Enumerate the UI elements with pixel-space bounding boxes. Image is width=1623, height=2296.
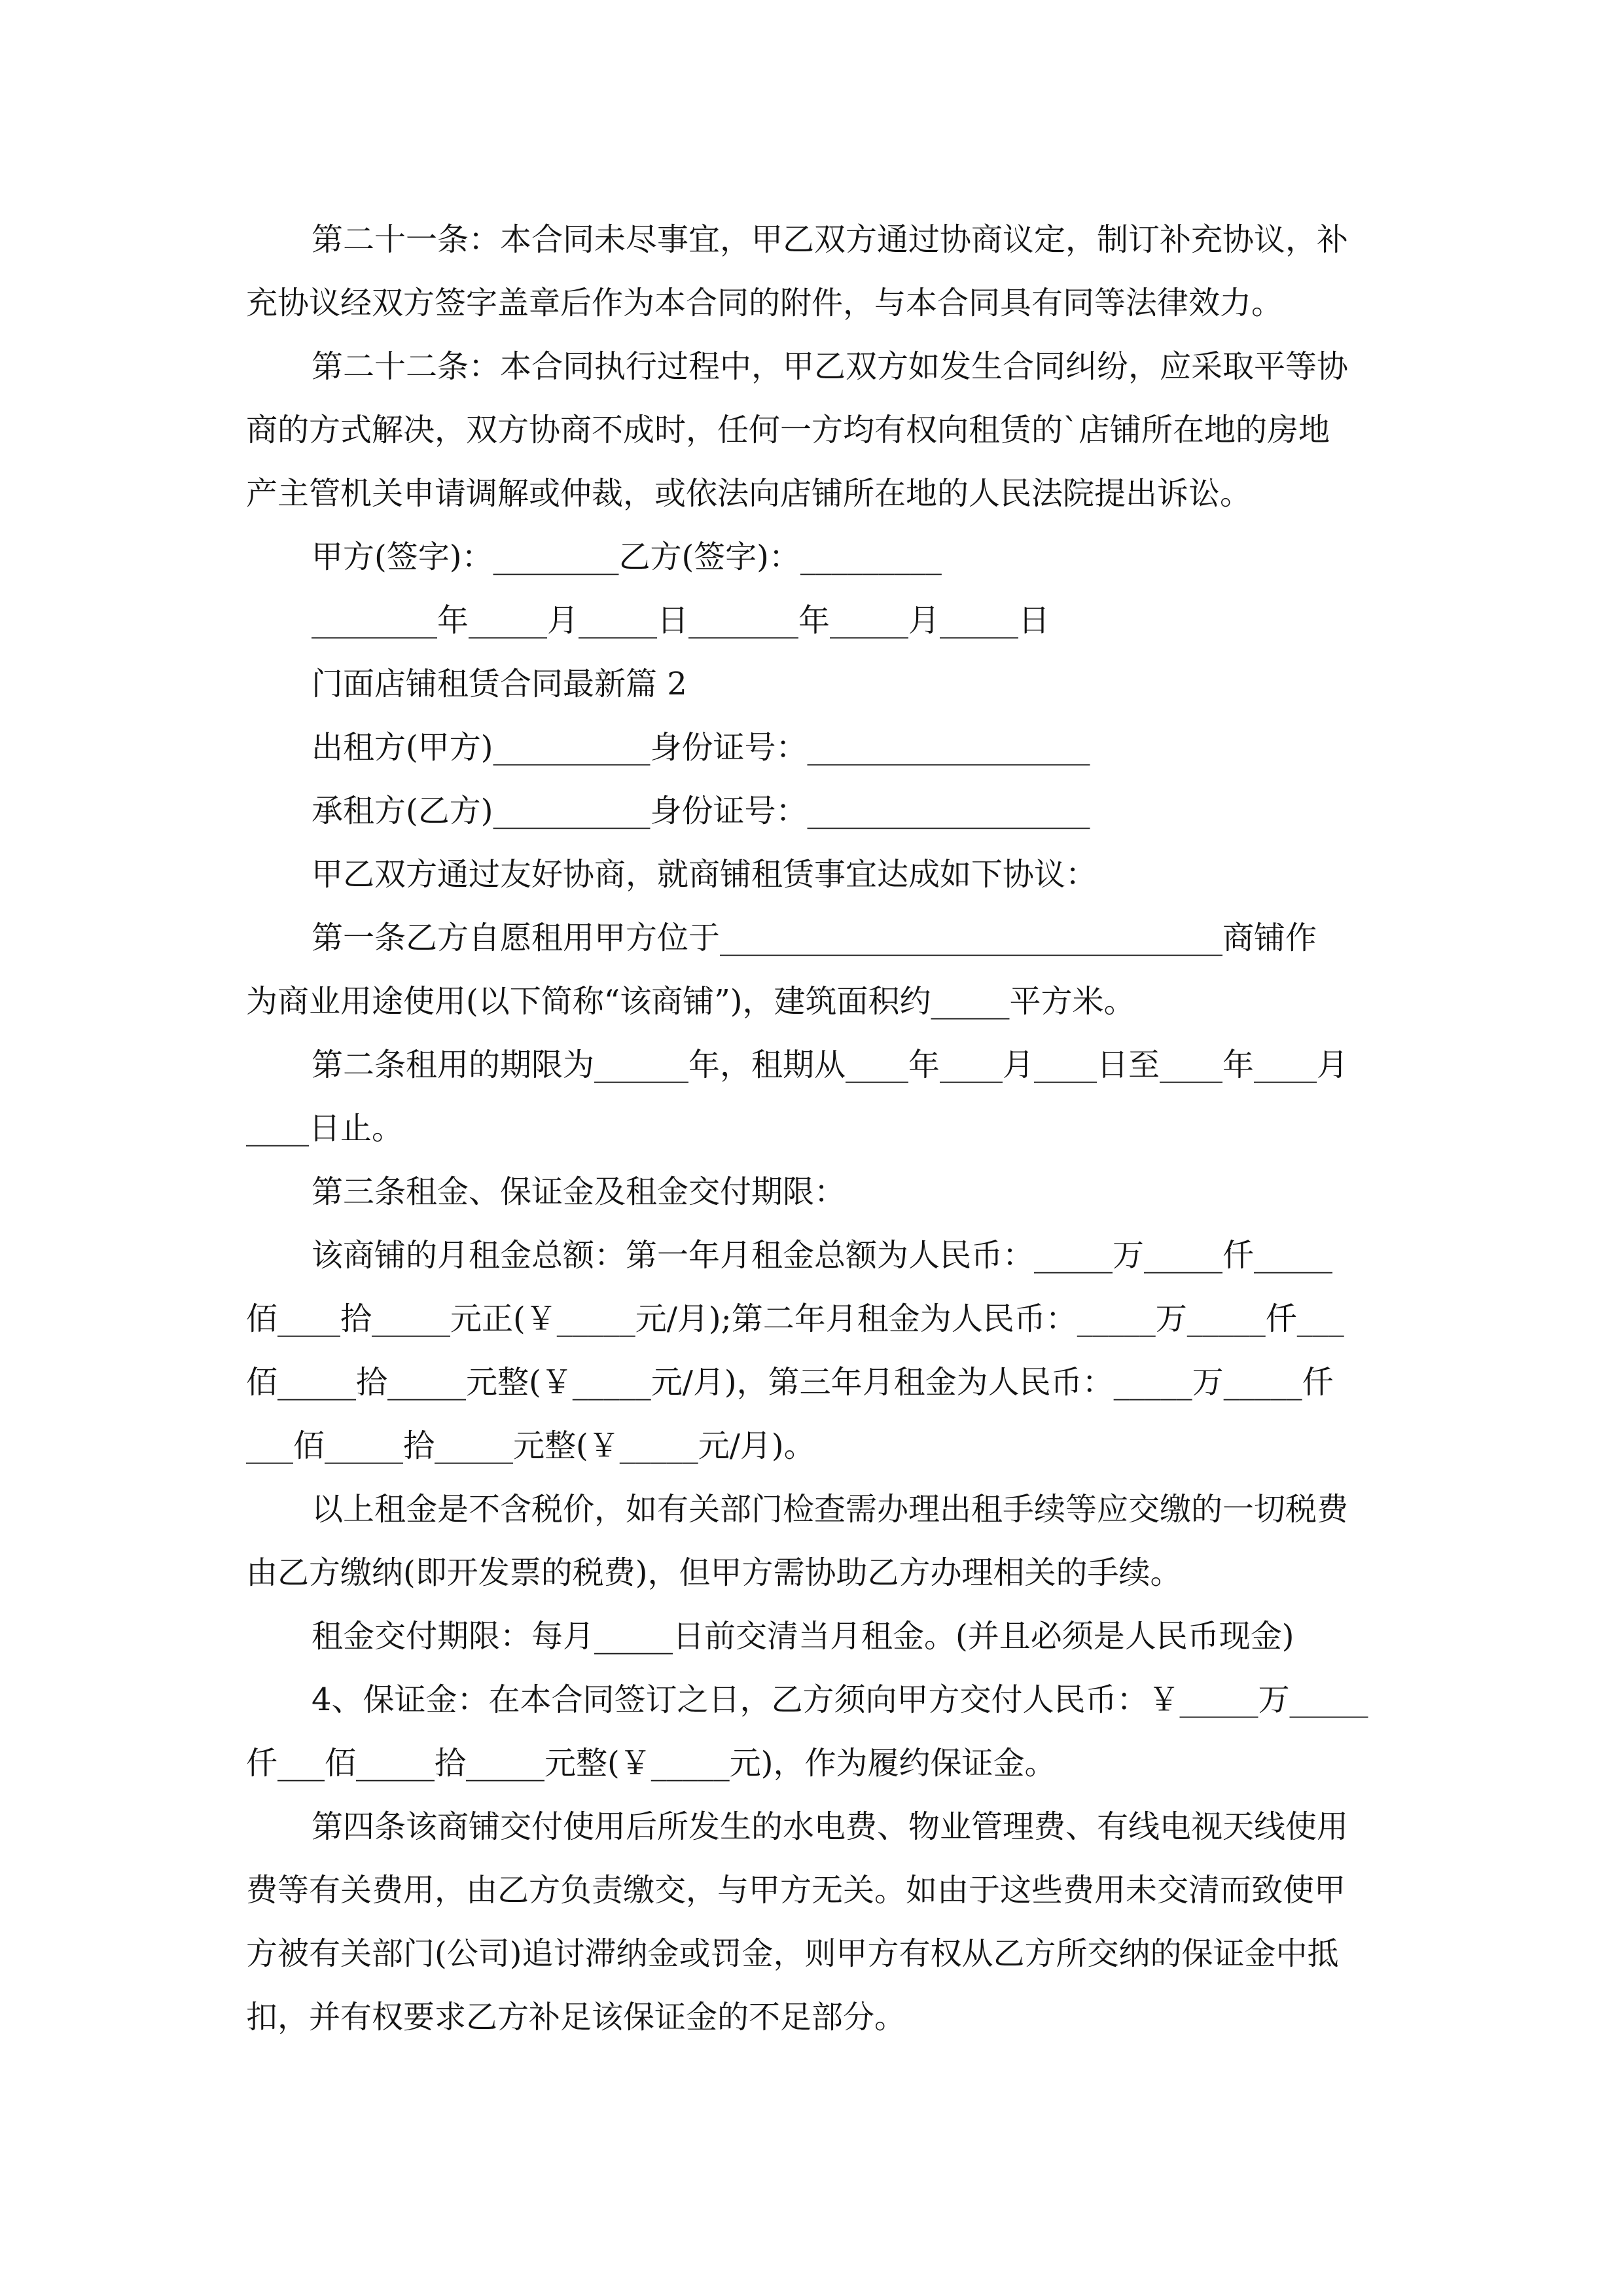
text-line: 租金交付期限：每月_____日前交清当月租金。(并且必须是人民币现金) bbox=[312, 1618, 1294, 1655]
text-line: 充协议经双方签字盖章后作为本合同的附件，与本合同具有同等法律效力。 bbox=[246, 285, 1283, 321]
text-line: ________年_____月_____日_______年_____月_____日 bbox=[312, 602, 1050, 639]
text-line: 第二十二条：本合同执行过程中，甲乙双方如发生合同纠纷，应采取平等协 bbox=[312, 348, 1349, 385]
text-line: 费等有关费用，由乙方负责缴交，与甲方无关。如由于这些费用未交清而致使甲 bbox=[246, 1872, 1346, 1909]
text-line: 佰____拾_____元正(￥_____元/月);第二年月租金为人民币：_____万_____仟___ bbox=[246, 1300, 1344, 1337]
text-line: 第一条乙方自愿租用甲方位于________________________________商铺作 bbox=[312, 920, 1317, 956]
text-line: 甲方(签字)：________乙方(签字)：_________ bbox=[312, 539, 942, 575]
text-line: 以上租金是不含税价，如有关部门检查需办理出租手续等应交缴的一切税费 bbox=[312, 1491, 1349, 1528]
text-line: 产主管机关申请调解或仲裁，或依法向店铺所在地的人民法院提出诉讼。 bbox=[246, 475, 1252, 512]
text-line: 仟___佰_____拾_____元整(￥_____元)，作为履约保证金。 bbox=[246, 1745, 1056, 1782]
text-line: 第二条租用的期限为______年，租期从____年____月____日至____年____月 bbox=[312, 1047, 1349, 1083]
text-line: 第四条该商铺交付使用后所发生的水电费、物业管理费、有线电视天线使用 bbox=[312, 1808, 1349, 1845]
text-line: 第三条租金、保证金及租金交付期限： bbox=[312, 1174, 846, 1210]
text-line: 佰_____拾_____元整(￥_____元/月)，第三年月租金为人民币：_____万_____仟 bbox=[246, 1364, 1334, 1401]
text-line: 由乙方缴纳(即开发票的税费)，但甲方需协助乙方办理相关的手续。 bbox=[246, 1554, 1182, 1591]
text-line: 扣，并有权要求乙方补足该保证金的不足部分。 bbox=[246, 1999, 906, 2036]
text-line: 门面店铺租赁合同最新篇 2 bbox=[312, 666, 687, 702]
text-line: 方被有关部门(公司)追讨滞纳金或罚金，则甲方有权从乙方所交纳的保证金中抵 bbox=[246, 1935, 1339, 1972]
text-line: 甲乙双方通过友好协商，就商铺租赁事宜达成如下协议： bbox=[312, 856, 1097, 893]
text-line: 承租方(乙方)__________身份证号：__________________ bbox=[312, 793, 1090, 829]
text-line: 4、保证金：在本合同签订之日，乙方须向甲方交付人民币：￥_____万_____ bbox=[312, 1681, 1368, 1718]
text-line: ___佰_____拾_____元整(￥_____元/月)。 bbox=[246, 1427, 815, 1464]
document-body bbox=[246, 208, 1378, 2049]
text-line: 该商铺的月租金总额：第一年月租金总额为人民币：_____万_____仟_____ bbox=[312, 1237, 1333, 1274]
text-line: 第二十一条：本合同未尽事宜，甲乙双方通过协商议定，制订补充协议，补 bbox=[312, 221, 1349, 258]
text-line: 出租方(甲方)__________身份证号：__________________ bbox=[312, 729, 1090, 766]
text-line: 为商业用途使用(以下简称“该商铺”)，建筑面积约_____平方米。 bbox=[246, 983, 1135, 1020]
text-line: ____日止。 bbox=[246, 1110, 404, 1147]
text-line: 商的方式解决，双方协商不成时，任何一方均有权向租赁的`店铺所在地的房地 bbox=[246, 412, 1330, 448]
